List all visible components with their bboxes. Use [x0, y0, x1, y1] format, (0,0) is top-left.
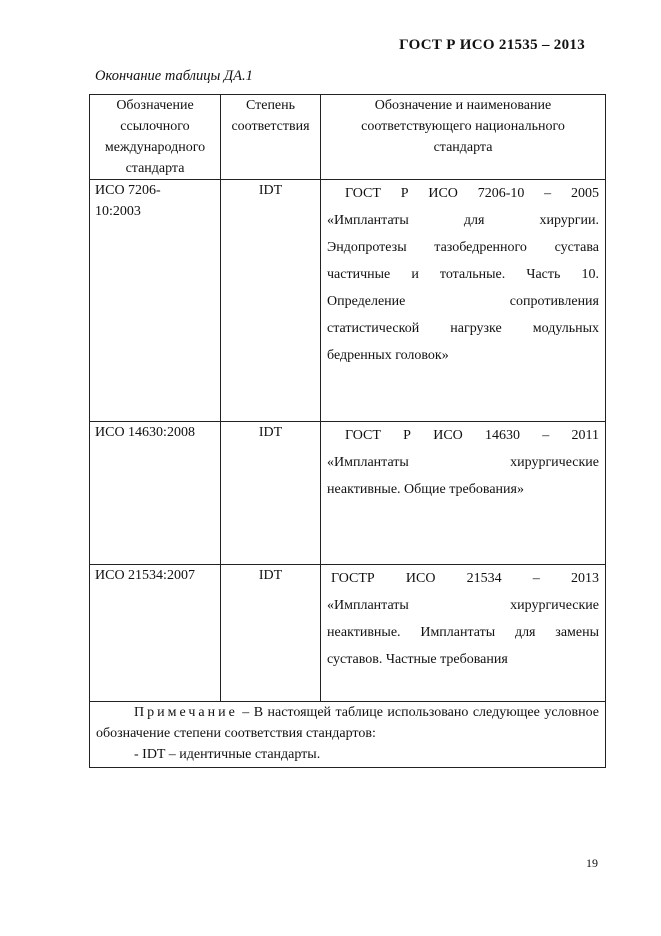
degree-cell: IDT — [221, 565, 321, 702]
ref-standard-cell — [90, 180, 221, 422]
note-text: – В настоящей таблице использовано следующее условное — [242, 705, 600, 720]
national-line: «Имплантаты хирургические — [327, 455, 599, 470]
note-line — [96, 702, 599, 723]
national-line: ГОСТ Р ИСО 14630 – 2011 — [345, 428, 599, 443]
national-line: неактивные. Общие требования» — [327, 482, 524, 497]
correspondence-table — [89, 94, 606, 768]
note-line: обозначение степени соответствия стандартов: — [96, 726, 376, 741]
ref-standard-cell — [90, 565, 221, 702]
national-line: «Имплантаты для хирургии. — [327, 213, 599, 228]
header-line: Степень — [245, 98, 296, 113]
header-line: стандарта — [433, 140, 493, 155]
header-international-standard — [90, 95, 221, 180]
header-line: Обозначение и наименование — [374, 98, 552, 113]
document-designation: ГОСТ Р ИСО 21535 – 2013 — [399, 37, 585, 53]
national-standard-cell — [321, 180, 606, 422]
header-line: соответствующего национального — [361, 119, 565, 134]
header-degree — [221, 95, 321, 180]
national-line: Определение сопротивления — [327, 294, 599, 309]
note-line: - IDT – идентичные стандарты. — [134, 747, 321, 762]
national-standard-cell — [321, 422, 606, 565]
national-line: неактивные. Имплантаты для замены — [327, 625, 599, 640]
table-note — [90, 702, 606, 768]
national-line: ГОСТ Р ИСО 7206-10 – 2005 — [345, 186, 599, 201]
table-row — [90, 565, 606, 702]
ref-line: 10:2003 — [95, 204, 141, 219]
note-label: Примечание — [134, 705, 238, 720]
national-line: суставов. Частные требования — [327, 652, 508, 667]
table-row — [90, 422, 606, 565]
degree-cell: IDT — [221, 180, 321, 422]
national-line: «Имплантаты хирургические — [327, 598, 599, 613]
ref-line: ИСО 14630:2008 — [95, 425, 195, 440]
national-line: статистической нагрузке модульных — [327, 321, 599, 336]
table-note-row — [90, 702, 606, 768]
header-line: Обозначение — [116, 98, 194, 113]
ref-line: ИСО 21534:2007 — [95, 568, 195, 583]
table-caption: Окончание таблицы ДА.1 — [95, 68, 253, 84]
ref-line: ИСО 7206- — [95, 183, 161, 198]
header-line: ссылочного — [120, 119, 190, 134]
national-line: Эндопротезы тазобедренного сустава — [327, 240, 599, 255]
table-header-row — [90, 95, 606, 180]
header-line: международного — [104, 140, 206, 155]
page-number: 19 — [586, 856, 598, 870]
ref-standard-cell — [90, 422, 221, 565]
national-line: ГОСТР ИСО 21534 – 2013 — [331, 571, 599, 586]
national-line: частичные и тотальные. Часть 10. — [327, 267, 599, 282]
national-standard-cell — [321, 565, 606, 702]
national-line: бедренных головок» — [327, 348, 449, 363]
header-line: соответствия — [231, 119, 310, 134]
degree-cell: IDT — [221, 422, 321, 565]
header-national-standard — [321, 95, 606, 180]
table-row — [90, 180, 606, 422]
header-line: стандарта — [125, 161, 185, 176]
